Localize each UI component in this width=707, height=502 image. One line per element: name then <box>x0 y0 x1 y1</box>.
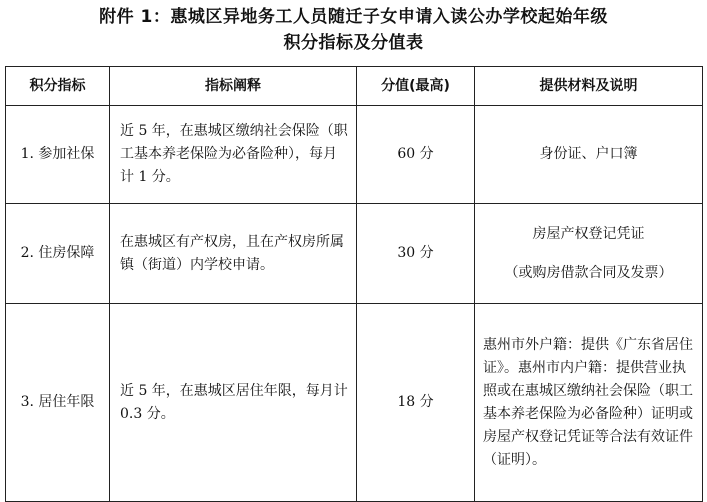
table-row <box>6 304 703 502</box>
score-cell: 30 分 <box>357 204 475 304</box>
explanation-cell: 近 5 年，在惠城区缴纳社会保险（职工基本养老保险为必备险种），每月计 1 分。 <box>110 106 357 204</box>
explanation-cell: 近 5 年，在惠城区居住年限，每月计 0.3 分。 <box>110 304 357 502</box>
materials-cell: 惠州市外户籍：提供《广东省居住证》。惠州市内户籍：提供营业执照或在惠城区缴纳社会保险（职工基本养老保险为必备险种）证明或房屋产权登记凭证等合法有效证件（证明）。 <box>475 304 703 502</box>
materials-line: 房屋产权登记凭证 <box>532 225 645 242</box>
explanation-cell: 在惠城区有产权房，且在产权房所属镇（街道）内学校申请。 <box>110 204 357 304</box>
table-header-row <box>6 67 703 106</box>
materials-line: 身份证、户口簿 <box>539 146 638 162</box>
materials-cell <box>475 106 703 204</box>
indicator-cell: 2. 住房保障 <box>6 204 110 304</box>
indicator-cell: 3. 居住年限 <box>6 304 110 502</box>
materials-cell <box>475 204 703 304</box>
indicator-cell: 1. 参加社保 <box>6 106 110 204</box>
header-explanation: 指标阐释 <box>110 67 357 106</box>
header-indicator: 积分指标 <box>6 67 110 106</box>
header-score: 分值(最高) <box>357 67 475 106</box>
score-cell: 60 分 <box>357 106 475 204</box>
table-row <box>6 204 703 304</box>
score-cell: 18 分 <box>357 304 475 502</box>
document-title-line1: 附件 1：惠城区异地务工人员随迁子女申请入读公办学校起始年级 <box>99 7 608 27</box>
materials-line: （或购房借款合同及发票） <box>504 264 673 281</box>
table-row <box>6 106 703 204</box>
points-table <box>5 66 703 502</box>
header-materials: 提供材料及说明 <box>475 67 703 106</box>
document-title-line2: 积分指标及分值表 <box>283 33 424 53</box>
